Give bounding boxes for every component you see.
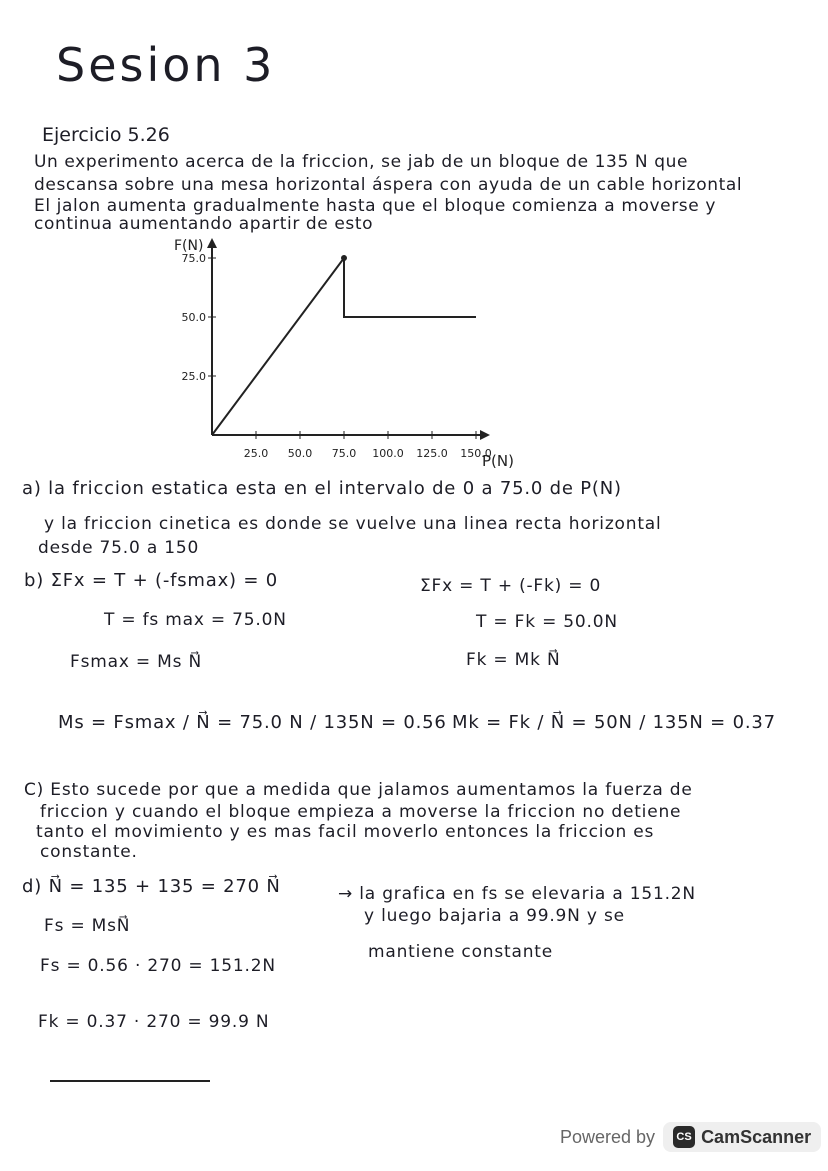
y-axis-label: F(N) xyxy=(174,238,204,254)
answer-b-right: ΣFx = T + (-Fk) = 0 xyxy=(420,576,602,596)
camscanner-watermark xyxy=(560,1122,821,1152)
answer-c-line: C) Esto sucede por que a medida que jalamos aumentamos la fuerza de xyxy=(24,780,693,800)
x-tick-label: 50.0 xyxy=(287,447,313,460)
friction-graph xyxy=(160,230,514,475)
statement-line: Un experimento acerca de la friccion, se jab de un bloque de 135 N que xyxy=(34,152,689,172)
answer-b-left: Fsmax = Ms N⃗ xyxy=(70,652,202,672)
answer-b-right: Mk = Fk / N⃗ = 50N / 135N = 0.37 xyxy=(452,712,776,733)
answer-d-note: → la grafica en fs se elevaria a 151.2N xyxy=(338,884,696,904)
camscanner-logo-icon: CS xyxy=(673,1126,695,1148)
peak-point xyxy=(341,255,347,261)
answer-c-line: constante. xyxy=(40,842,138,862)
y-tick-label: 50.0 xyxy=(181,311,206,324)
answer-a-line: desde 75.0 a 150 xyxy=(38,538,200,558)
y-tick-label: 75.0 xyxy=(181,252,206,265)
x-tick-label: 25.0 xyxy=(243,447,269,460)
y-axis-arrow xyxy=(207,238,217,248)
answer-b-left: Ms = Fsmax / N⃗ = 75.0 N / 135N = 0.56 xyxy=(58,712,447,733)
page-title: Sesion 3 xyxy=(56,38,276,92)
x-tick-label: 150.0 xyxy=(460,447,492,460)
friction-line xyxy=(212,258,476,435)
answer-b-left: b) ΣFx = T + (-fsmax) = 0 xyxy=(24,570,279,591)
answer-c-line: friccion y cuando el bloque empieza a moverse la friccion no detiene xyxy=(40,802,682,822)
answer-d-note: y luego bajaria a 99.9N y se xyxy=(364,906,625,926)
x-axis-label: P(N) xyxy=(482,452,514,470)
x-tick-label: 100.0 xyxy=(372,447,404,460)
answer-d-line: Fk = 0.37 · 270 = 99.9 N xyxy=(38,1012,270,1032)
y-tick-label: 25.0 xyxy=(181,370,206,383)
answer-c-line: tanto el movimiento y es mas facil moverlo entonces la friccion es xyxy=(36,822,655,842)
statement-line: descansa sobre una mesa horizontal áspera con ayuda de un cable horizontal xyxy=(34,175,743,195)
statement-line: El jalon aumenta gradualmente hasta que el bloque comienza a moverse y xyxy=(34,196,716,216)
answer-d-line: Fs = MsN⃗ xyxy=(44,916,131,936)
camscanner-brand: CamScanner xyxy=(701,1126,812,1147)
x-tick-label: 125.0 xyxy=(416,447,448,460)
exercise-label: Ejercicio 5.26 xyxy=(42,124,170,146)
divider-underline xyxy=(50,1080,210,1082)
x-axis-arrow xyxy=(480,430,490,440)
answer-a-line: y la friccion cinetica es donde se vuelve una linea recta horizontal xyxy=(44,514,662,534)
answer-d-note: mantiene constante xyxy=(368,942,553,962)
answer-a-line: a) la friccion estatica esta en el intervalo de 0 a 75.0 de P(N) xyxy=(22,478,622,499)
answer-b-left: T = fs max = 75.0N xyxy=(104,610,287,630)
x-tick-label: 75.0 xyxy=(331,447,357,460)
answer-b-right: T = Fk = 50.0N xyxy=(476,612,618,632)
answer-b-right: Fk = Mk N⃗ xyxy=(466,650,561,670)
statement-line: continua aumentando apartir de esto xyxy=(34,214,374,234)
answer-d-line: Fs = 0.56 · 270 = 151.2N xyxy=(40,956,276,976)
answer-d-line: d) N⃗ = 135 + 135 = 270 N⃗ xyxy=(22,876,281,897)
powered-by-text: Powered by xyxy=(560,1126,656,1147)
camscanner-badge xyxy=(663,1122,821,1152)
